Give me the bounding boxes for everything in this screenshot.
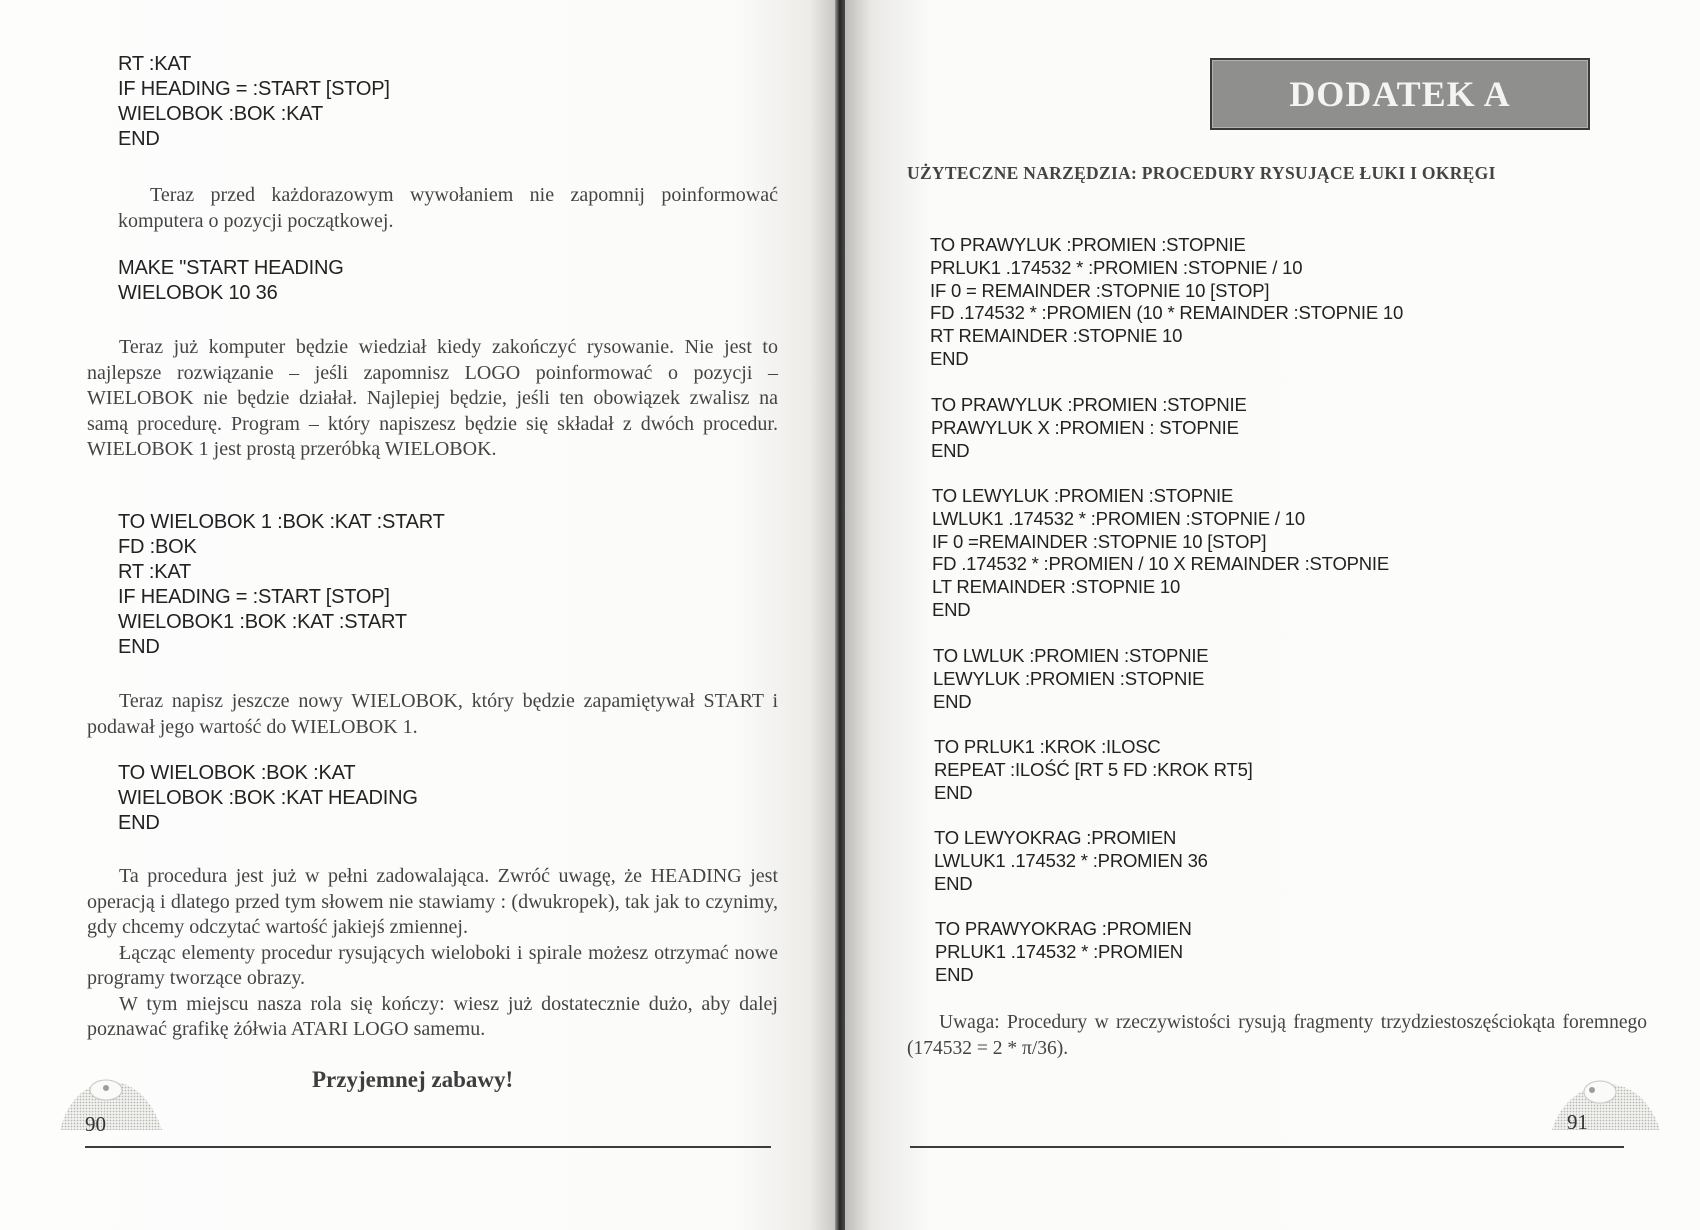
code-line: END bbox=[932, 598, 971, 620]
code-line: IF HEADING = :START [STOP] bbox=[118, 586, 390, 608]
code-line: REPEAT :ILOŚĆ [RT 5 FD :KROK RT5] bbox=[934, 758, 1253, 780]
code-line: TO PRAWYOKRAG :PROMIEN bbox=[935, 918, 1192, 939]
code-line: IF 0 = REMAINDER :STOPNIE 10 [STOP] bbox=[930, 279, 1270, 301]
code-line: END bbox=[118, 128, 160, 150]
code-line: TO LEWYOKRAG :PROMIEN bbox=[934, 827, 1177, 848]
code-line: END bbox=[931, 439, 970, 461]
code-line: MAKE "START HEADING bbox=[118, 257, 344, 279]
code-line: END bbox=[933, 690, 972, 712]
code-line: END bbox=[934, 781, 973, 803]
paragraph-text: Teraz już komputer będzie wiedział kiedy zakończyć rysowanie. Nie jest to najlepsze rozwiązanie – jeśli zapomnisz LOGO poinformować o pozycji – WIELOBOK nie będzie działał. Najlepiej będzie, jeśli ten obowiązek zwalisz na samą procedurę. Program – który napiszesz będzie się składał z dwóch procedur. WIELOBOK 1 jest prostą przeróbką WIELOBOK. bbox=[87, 336, 778, 460]
code-line: LWLUK1 .174532 * :PROMIEN 36 bbox=[934, 849, 1208, 871]
paragraph-text: Łącząc elementy procedur rysujących wieloboki i spirale możesz otrzymać nowe programy tworzące obrazy. bbox=[87, 941, 778, 989]
code-line: FD :BOK bbox=[118, 536, 197, 558]
code-line: TO LEWYLUK :PROMIEN :STOPNIE bbox=[932, 485, 1234, 506]
code-line: TO PRAWYLUK :PROMIEN :STOPNIE bbox=[930, 234, 1246, 255]
paragraph bbox=[87, 335, 778, 463]
procedure-block bbox=[935, 918, 1192, 986]
code-block bbox=[118, 510, 445, 660]
procedure-block bbox=[931, 394, 1247, 462]
paragraph bbox=[87, 864, 778, 1043]
procedure-block bbox=[930, 234, 1403, 371]
footer-rule bbox=[85, 1146, 771, 1148]
code-line: END bbox=[118, 812, 160, 834]
code-block bbox=[118, 761, 418, 836]
note-text: Uwaga: Procedury w rzeczywistości rysują fragmenty trzydziestoszęściokąta foremnego (174532 = 2 * π/36). bbox=[907, 1012, 1647, 1059]
code-line: RT REMAINDER :STOPNIE 10 bbox=[930, 325, 1183, 347]
code-line: TO WIELOBOK :BOK :KAT bbox=[118, 762, 356, 784]
procedure-block bbox=[932, 485, 1389, 622]
code-line: TO WIELOBOK 1 :BOK :KAT :START bbox=[118, 511, 445, 533]
code-line: END bbox=[930, 347, 969, 369]
page-number: 91 bbox=[1567, 1110, 1588, 1134]
code-line: LWLUK1 .174532 * :PROMIEN :STOPNIE / 10 bbox=[932, 507, 1305, 529]
procedure-block bbox=[934, 736, 1253, 804]
code-line: PRLUK1 .174532 * :PROMIEN :STOPNIE / 10 bbox=[930, 256, 1303, 278]
closing-line: Przyjemnej zabawy! bbox=[312, 1067, 514, 1092]
code-line: RT :KAT bbox=[118, 53, 192, 75]
paragraph-text: Ta procedura jest już w pełni zadowalająca. Zwróć uwagę, że HEADING jest operacją i dlatego przed tym słowem nie stawiamy : (dwukropek), tak jak to czynimy, gdy chcemy odczytać wartość jakiejś zmiennej. bbox=[87, 865, 778, 938]
code-line: PRAWYLUK X :PROMIEN : STOPNIE bbox=[931, 416, 1239, 438]
paragraph bbox=[118, 183, 778, 234]
code-block bbox=[118, 52, 390, 152]
paragraph-text: Teraz przed każdorazowym wywołaniem nie zapomnij poinformować komputera o pozycji początkowej. bbox=[118, 184, 778, 232]
paragraph-text: W tym miejscu nasza rola się kończy: wiesz już dostatecznie dużo, aby dalej poznawać grafikę żółwia ATARI LOGO samemu. bbox=[87, 992, 778, 1040]
code-line: TO PRAWYLUK :PROMIEN :STOPNIE bbox=[931, 394, 1247, 415]
book-gutter bbox=[835, 0, 845, 1230]
appendix-banner bbox=[1210, 58, 1590, 130]
code-line: END bbox=[118, 636, 160, 658]
note-paragraph bbox=[907, 1010, 1647, 1062]
code-line: WIELOBOK1 :BOK :KAT :START bbox=[118, 611, 407, 633]
code-line: RT :KAT bbox=[118, 561, 192, 583]
paragraph bbox=[87, 689, 778, 740]
paragraph-text: Teraz napisz jeszcze nowy WIELOBOK, który będzie zapamiętywał START i podawał jego wartość do WIELOBOK 1. bbox=[87, 690, 778, 738]
code-block bbox=[118, 256, 344, 306]
code-line: WIELOBOK :BOK :KAT HEADING bbox=[118, 787, 418, 809]
code-line: LEWYLUK :PROMIEN :STOPNIE bbox=[933, 667, 1205, 689]
procedure-block bbox=[933, 645, 1208, 713]
code-line: FD .174532 * :PROMIEN (10 * REMAINDER :STOPNIE 10 bbox=[930, 302, 1404, 324]
procedure-block bbox=[934, 827, 1208, 895]
footer-rule bbox=[910, 1146, 1624, 1148]
code-line: END bbox=[935, 963, 974, 985]
code-line: LT REMAINDER :STOPNIE 10 bbox=[932, 576, 1181, 598]
section-subheading: UŻYTECZNE NARZĘDZIA: PROCEDURY RYSUJĄCE ŁUKI I OKRĘGI bbox=[907, 163, 1496, 183]
code-line: TO LWLUK :PROMIEN :STOPNIE bbox=[933, 645, 1209, 666]
code-line: IF HEADING = :START [STOP] bbox=[118, 78, 390, 100]
banner-title: DODATEK A bbox=[1289, 74, 1511, 114]
turtle-icon bbox=[52, 1068, 172, 1130]
code-line: IF 0 =REMAINDER :STOPNIE 10 [STOP] bbox=[932, 530, 1267, 552]
code-line: TO PRLUK1 :KROK :ILOSC bbox=[934, 736, 1161, 757]
code-line: END bbox=[934, 872, 973, 894]
code-line: WIELOBOK :BOK :KAT bbox=[118, 103, 323, 125]
left-page bbox=[0, 0, 835, 1230]
right-page bbox=[845, 0, 1700, 1230]
code-line: PRLUK1 .174532 * :PROMIEN bbox=[935, 940, 1183, 962]
code-line: WIELOBOK 10 36 bbox=[118, 282, 278, 304]
code-line: FD .174532 * :PROMIEN / 10 X REMAINDER :STOPNIE bbox=[932, 553, 1390, 575]
page-number: 90 bbox=[85, 1112, 106, 1136]
